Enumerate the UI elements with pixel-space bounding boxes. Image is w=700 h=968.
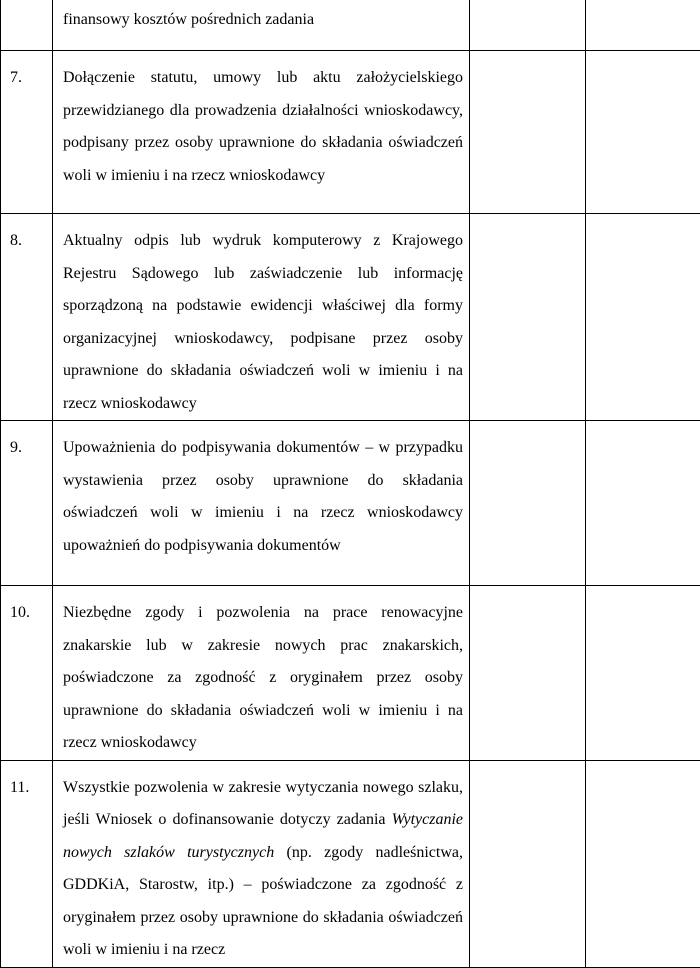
table-row bbox=[1, 214, 700, 421]
checkbox-cell-yes bbox=[470, 421, 586, 586]
row-description-text: Upoważnienia do podpisywania dokumentów – w przypadku wystawienia przez osoby uprawnione do składania oświadczeń woli w imieniu i na rzecz wnioskodawcy upoważnień do podpisywania dokumentów bbox=[63, 432, 463, 562]
row-description bbox=[53, 214, 470, 421]
checkbox-cell-yes bbox=[470, 760, 586, 967]
checkbox-cell-no bbox=[586, 586, 700, 761]
row-number: 7. bbox=[1, 51, 53, 214]
row-number: 11. bbox=[1, 760, 53, 967]
checkbox-cell-yes bbox=[470, 0, 586, 51]
checkbox-cell-yes bbox=[470, 586, 586, 761]
table-row bbox=[1, 586, 700, 761]
row-description bbox=[53, 0, 470, 51]
table-row bbox=[1, 421, 700, 586]
row-description bbox=[53, 421, 470, 586]
checkbox-cell-yes bbox=[470, 214, 586, 421]
row-description-text: Wszystkie pozwolenia w zakresie wytyczania nowego szlaku, jeśli Wniosek o dofinansowanie dotyczy zadania Wytyczanie nowych szlaków turystycznych (np. zgody nadleśnictwa, GDDKiA, Starostw, itp.) – poświadczone za zgodność z oryginałem przez osoby uprawnione do składania oświadczeń woli w imieniu i na rzecz bbox=[63, 772, 463, 967]
checkbox-cell-no bbox=[586, 214, 700, 421]
row-number: 8. bbox=[1, 214, 53, 421]
row-description bbox=[53, 760, 470, 967]
row-description-text: Dołączenie statutu, umowy lub aktu założycielskiego przewidzianego dla prowadzenia działalności wnioskodawcy, podpisany przez osoby uprawnione do składania oświadczeń woli w imieniu i na rzecz wnioskodawcy bbox=[63, 62, 463, 192]
table-row bbox=[1, 51, 700, 214]
row-description-text: Niezbędne zgody i pozwolenia na prace renowacyjne znakarskie lub w zakresie nowych prac znakarskich, poświadczone za zgodność z oryginałem przez osoby uprawnione do składania oświadczeń woli w imieniu i na rzecz wnioskodawcy bbox=[63, 597, 463, 760]
row-description-text: Aktualny odpis lub wydruk komputerowy z Krajowego Rejestru Sądowego lub zaświadczenie lub informację sporządzoną na podstawie ewidencji właściwej dla formy organizacyjnej wnioskodawcy, podpisane przez osoby uprawnione do składania oświadczeń woli w imieniu i na rzecz wnioskodawcy bbox=[63, 225, 463, 420]
row-number: 10. bbox=[1, 586, 53, 761]
row-number: 9. bbox=[1, 421, 53, 586]
row-description-text: finansowy kosztów pośrednich zadania bbox=[63, 4, 463, 37]
checkbox-cell-no bbox=[586, 51, 700, 214]
row-description bbox=[53, 586, 470, 761]
checkbox-cell-no bbox=[586, 421, 700, 586]
checkbox-cell-yes bbox=[470, 51, 586, 214]
checkbox-cell-no bbox=[586, 0, 700, 51]
row-description bbox=[53, 51, 470, 214]
table-row bbox=[1, 760, 700, 967]
row-number bbox=[1, 0, 53, 51]
checkbox-cell-no bbox=[586, 760, 700, 967]
table-row bbox=[1, 0, 700, 51]
